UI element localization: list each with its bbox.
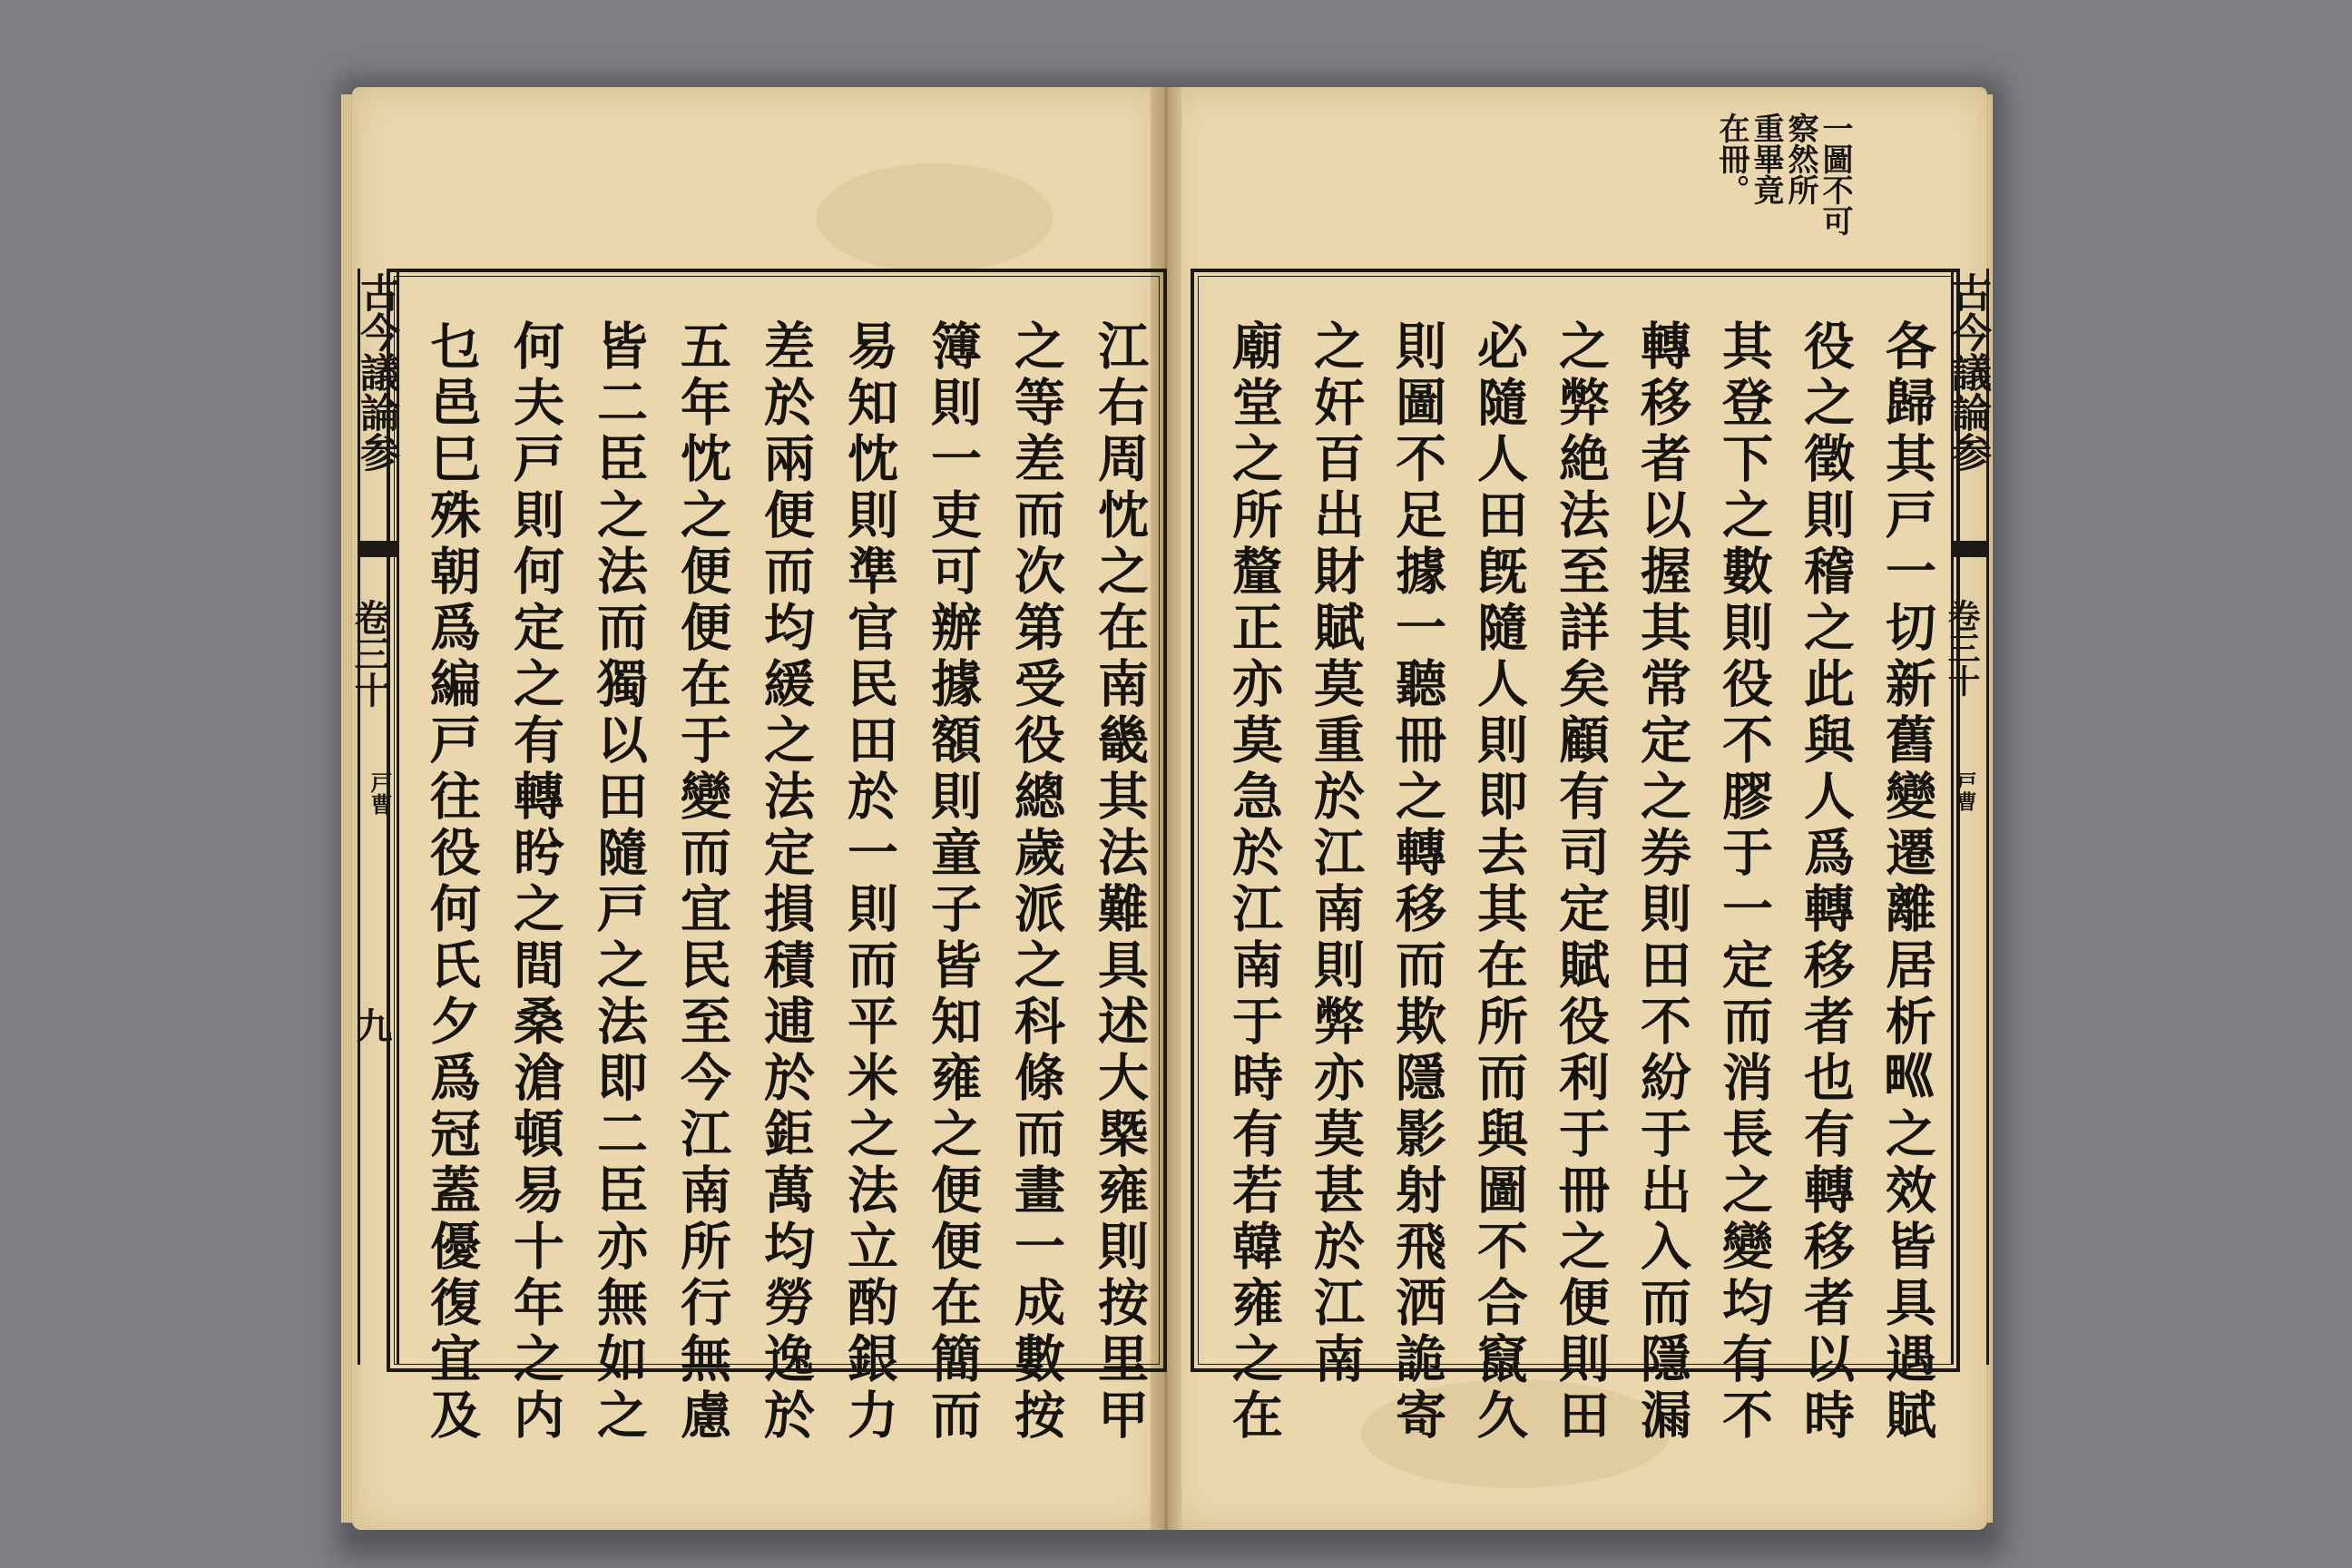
right-volume-label: 卷三十 — [1943, 599, 1981, 697]
left-text-column: 皆二臣之法而獨以田隨戸之法即二臣亦無如之 — [589, 319, 649, 1445]
right-text-column: 之弊絶法至詳矣顧有司定賦役利于冊之便則田 — [1551, 319, 1611, 1445]
right-running-title: 古今議論参 — [1945, 272, 1991, 472]
left-text-column: 之等差而次第受役總歲派之科條而畫一成數按 — [1006, 319, 1066, 1445]
right-text-column: 必隨人田旣隨人則即去其在所而與圖不合竄久 — [1469, 319, 1529, 1445]
right-section-label: 戸曹 — [1954, 771, 1977, 811]
marginal-note-line: 一圖不可 — [1817, 113, 1853, 236]
left-text-column: 易知忱則準官民田於一則而平米之法立酌銀力 — [839, 319, 899, 1445]
left-text-column: 五年忱之便便在于變而宜民至今江南所行無慮 — [672, 319, 732, 1445]
left-text-column: 江右周忱之在南畿其法難具述大槩雍則按里甲 — [1090, 319, 1150, 1445]
left-text-column: 何夫戸則何定之有轉盻之間桑滄頓易十年之内 — [505, 319, 565, 1445]
right-text-column: 廟堂之所釐正亦莫急於江南于時有若韓雍之在 — [1224, 319, 1284, 1445]
right-text-column: 役之徵則稽之此與人爲轉移者也有轉移者以時 — [1796, 319, 1856, 1445]
right-text-column: 則圖不足據一聽冊之轉移而欺隱影射飛洒詭寄 — [1387, 319, 1447, 1445]
left-text-column: 差於兩便而均緩之法定損積逋於鉅萬均勞逸於 — [756, 319, 816, 1445]
left-text-column: 乜邑巳殊朝爲編戸往役何氏夕爲冠蓋優復宜及 — [422, 319, 482, 1445]
left-text-column: 簿則一吏可辦據額則童子皆知雍之便便在簡而 — [923, 319, 983, 1445]
right-text-column: 其登下之數則役不膠于一定而消長之變均有不 — [1714, 319, 1774, 1445]
left-section-label: 戸曹 — [367, 771, 393, 815]
marginal-note-line: 在冊。 — [1713, 113, 1749, 205]
marginal-note-line: 察然所 — [1782, 113, 1818, 205]
left-running-title: 古今議論参 — [353, 272, 399, 472]
marginal-note-line: 重畢竟 — [1748, 113, 1784, 205]
paper-stain — [817, 163, 1053, 272]
right-text-column: 各歸其戸一切新舊變遷離居析𤰝之效皆具遇賦 — [1877, 319, 1937, 1445]
left-volume-label: 卷三十 — [348, 599, 391, 708]
left-leaf-number: 九 — [350, 1007, 393, 1044]
right-text-column: 之奸百出財賦莫重於江南則弊亦莫甚於江南 — [1306, 319, 1366, 1388]
right-text-column: 轉移者以握其常定之券則田不紛于出入而隱漏 — [1632, 319, 1692, 1445]
